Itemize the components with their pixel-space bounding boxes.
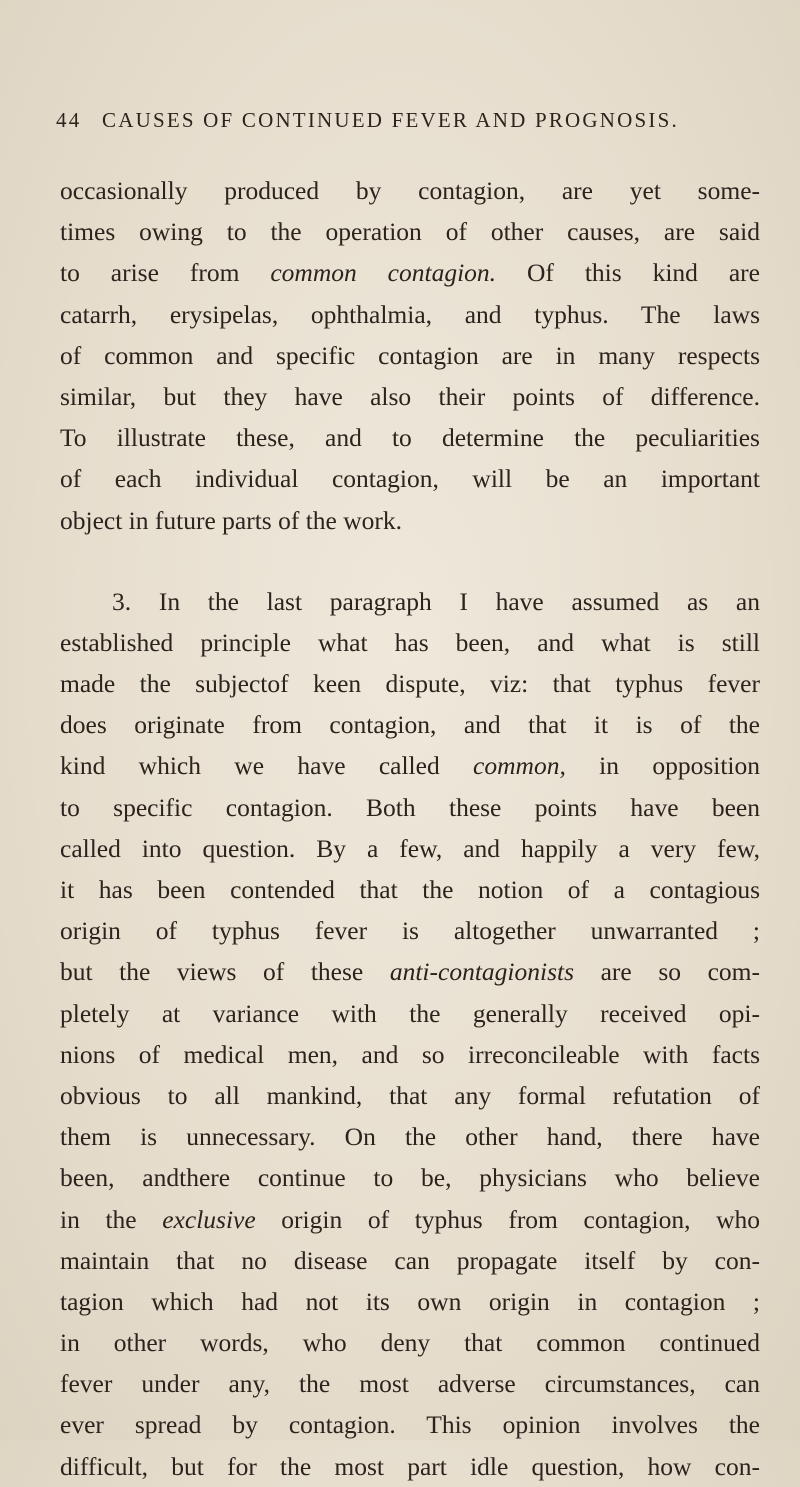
text-line: similar, but they have also their points of difference. bbox=[60, 381, 760, 411]
text-span: are so com- bbox=[574, 957, 760, 987]
text-line: origin of typhus fever is altogether unwarranted ; bbox=[60, 916, 760, 946]
text-line: tagion which had not its own origin in contagion ; bbox=[60, 1286, 760, 1316]
text-span: in the bbox=[60, 1204, 163, 1234]
text-span: in opposition bbox=[565, 751, 760, 781]
text-line bbox=[60, 1199, 760, 1240]
text-line bbox=[60, 951, 760, 992]
text-line: maintain that no disease can propagate itself by con- bbox=[60, 1245, 760, 1275]
page-number: 44 bbox=[56, 108, 82, 132]
text-line: to specific contagion. Both these points have been bbox=[60, 792, 760, 822]
text-span: to arise from bbox=[60, 258, 271, 288]
text-span: kind which we have called bbox=[60, 751, 474, 781]
text-span: origin of typhus from contagion, who bbox=[255, 1204, 760, 1234]
text-line: been, andthere continue to be, physicians who believe bbox=[60, 1163, 760, 1193]
paragraph-1 bbox=[60, 170, 760, 541]
running-title: CAUSES OF CONTINUED FEVER AND PROGNOSIS. bbox=[102, 108, 679, 132]
text-line: them is unnecessary. On the other hand, there have bbox=[60, 1122, 760, 1152]
body-text bbox=[60, 170, 760, 1487]
text-line: nions of medical men, and so irreconcileable with facts bbox=[60, 1039, 760, 1069]
text-line: difficult, but for the most part idle question, how con- bbox=[60, 1451, 760, 1481]
italic-term: common, bbox=[473, 751, 566, 781]
text-line: made the subjectof keen dispute, viz: that typhus fever bbox=[60, 669, 760, 699]
italic-term: common contagion. bbox=[270, 258, 497, 288]
text-line: times owing to the operation of other causes, are said bbox=[60, 217, 760, 247]
text-line: object in future parts of the work. bbox=[60, 505, 403, 535]
text-line: occasionally produced by contagion, are yet some- bbox=[60, 176, 760, 205]
text-line: of each individual contagion, will be an important bbox=[60, 464, 760, 494]
text-line: To illustrate these, and to determine the peculiarities bbox=[60, 423, 760, 453]
text-line: obvious to all mankind, that any formal refutation of bbox=[60, 1080, 760, 1110]
text-line bbox=[60, 252, 760, 293]
text-line: 3. In the last paragraph I have assumed as an bbox=[112, 586, 760, 616]
text-line: established principle what has been, and what is still bbox=[60, 627, 760, 657]
italic-term: anti-contagionists bbox=[389, 957, 575, 987]
text-line: fever under any, the most adverse circumstances, can bbox=[60, 1369, 760, 1399]
text-line: it has been contended that the notion of a contagious bbox=[60, 875, 760, 904]
text-line: called into question. By a few, and happily a very few, bbox=[60, 833, 760, 863]
text-line: catarrh, erysipelas, ophthalmia, and typhus. The laws bbox=[60, 299, 760, 329]
text-line: ever spread by contagion. This opinion involves the bbox=[60, 1410, 760, 1440]
text-line: pletely at variance with the generally received opi- bbox=[60, 998, 760, 1028]
paragraph-gap bbox=[60, 541, 760, 581]
text-line bbox=[60, 745, 760, 786]
text-line: of common and specific contagion are in many respects bbox=[60, 340, 760, 370]
running-head bbox=[56, 108, 756, 148]
text-line: does originate from contagion, and that it is of the bbox=[60, 710, 760, 740]
italic-term: exclusive bbox=[162, 1204, 256, 1234]
text-span: but the views of these bbox=[60, 957, 390, 987]
text-span: Of this kind are bbox=[496, 258, 760, 288]
text-line: in other words, who deny that common continued bbox=[60, 1328, 760, 1358]
paragraph-2 bbox=[60, 581, 760, 1487]
